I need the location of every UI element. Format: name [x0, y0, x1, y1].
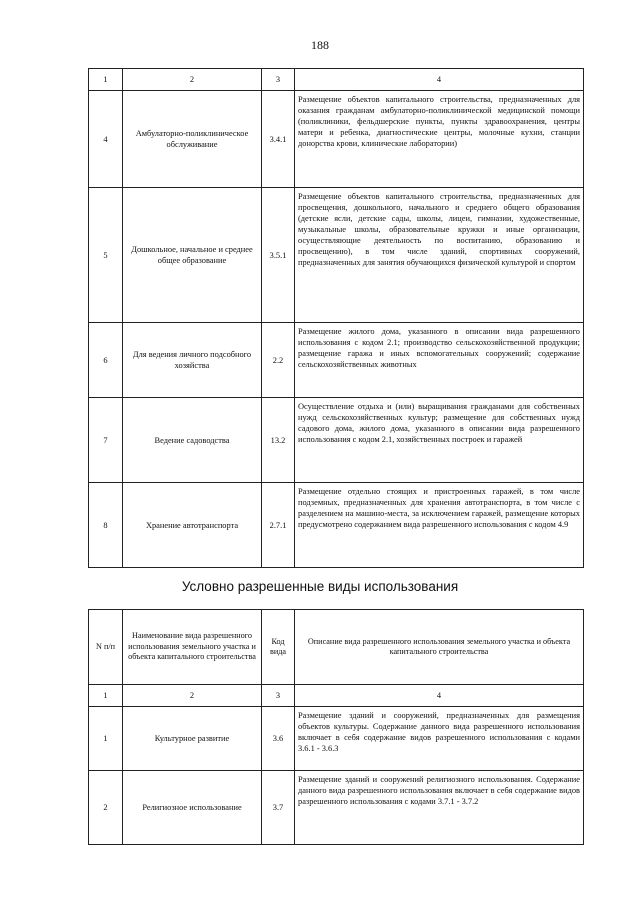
- conditional-uses-table: [88, 609, 584, 845]
- use-name: Амбулаторно-поликлиническое обслуживание: [123, 91, 262, 188]
- column-header: Код вида: [262, 610, 295, 685]
- use-code: 3.5.1: [262, 188, 295, 323]
- use-name: Для ведения личного подсобного хозяйства: [123, 323, 262, 398]
- table-row: [89, 188, 584, 323]
- page-number: 188: [311, 38, 329, 52]
- numbering-cell: 2: [123, 685, 262, 707]
- column-header: Наименование вида разрешенного использования земельного участка и объекта капитального строительства: [123, 610, 262, 685]
- use-code: 2.2: [262, 323, 295, 398]
- row-number: 4: [89, 91, 123, 188]
- permitted-uses-table: [88, 68, 584, 568]
- use-name: Культурное развитие: [123, 707, 262, 771]
- use-code: 3.6: [262, 707, 295, 771]
- table-row: [89, 91, 584, 188]
- table-row: [89, 483, 584, 568]
- use-code: 13.2: [262, 398, 295, 483]
- table-row: [89, 707, 584, 771]
- use-description: Размещение объектов капитального строительства, предназначенных для оказания гражданам амбулаторно-поликлинической медицинской помощи (поликлиники, фельдшерские пункты, пункты здравоохранения, центры матери и ребенка, диагностические центры, молочные кухни, станции донорства крови, клинические лаборатории): [295, 91, 584, 188]
- row-number: 5: [89, 188, 123, 323]
- header-cell: 1: [89, 69, 123, 91]
- use-description: Размещение объектов капитального строительства, предназначенных для просвещения, дошкольного, начального и среднего общего образования (детские ясли, детские сады, школы, лицеи, гимназии, художественные, музыкальные школы, образовательные кружки и иные организации, осуществляющие деятельность по воспитанию, образованию и просвещению), в том числе зданий, спортивных сооружений, предназначенных для занятия обучающихся физической культурой и спортом: [295, 188, 584, 323]
- numbering-cell: 4: [295, 685, 584, 707]
- header-cell: 3: [262, 69, 295, 91]
- table-row: [89, 771, 584, 845]
- table-numbering-row: [89, 685, 584, 707]
- use-description: Осуществление отдыха и (или) выращивания гражданами для собственных нужд сельскохозяйственных культур; размещение для собственных нужд садового дома, жилого дома, указанного в описании вида разрешенного использования с кодом 2.1, хозяйственных построек и гаражей: [295, 398, 584, 483]
- use-code: 3.7: [262, 771, 295, 845]
- column-header: N п/п: [89, 610, 123, 685]
- table-header-row: [89, 69, 584, 91]
- table-row: [89, 398, 584, 483]
- use-name: Ведение садоводства: [123, 398, 262, 483]
- use-name: Хранение автотранспорта: [123, 483, 262, 568]
- table-header-row: [89, 610, 584, 685]
- use-description: Размещение жилого дома, указанного в описании вида разрешенного использования с кодом 2.1; производство сельскохозяйственной продукции; размещение гаража и иных вспомогательных сооружений; содержание сельскохозяйственных животных: [295, 323, 584, 398]
- numbering-cell: 3: [262, 685, 295, 707]
- use-code: 3.4.1: [262, 91, 295, 188]
- use-name: Дошкольное, начальное и среднее общее образование: [123, 188, 262, 323]
- row-number: 2: [89, 771, 123, 845]
- use-description: Размещение отдельно стоящих и пристроенных гаражей, в том числе подземных, предназначенных для хранения автотранспорта, в том числе с разделением на машино-места, за исключением гаражей, размещение которых предусмотрено содержанием вида разрешенного использования с кодом 4.9: [295, 483, 584, 568]
- section-title: Условно разрешенные виды использования: [181, 579, 459, 594]
- row-number: 1: [89, 707, 123, 771]
- use-description: Размещение зданий и сооружений, предназначенных для размещения объектов культуры. Содержание данного вида разрешенного использования включает в себя содержание видов разрешенного использования с кодами 3.6.1 - 3.6.3: [295, 707, 584, 771]
- numbering-cell: 1: [89, 685, 123, 707]
- header-cell: 2: [123, 69, 262, 91]
- use-description: Размещение зданий и сооружений религиозного использования. Содержание данного вида разрешенного использования включает в себя содержание видов разрешенного использования с кодами 3.7.1 - 3.7.2: [295, 771, 584, 845]
- header-cell: 4: [295, 69, 584, 91]
- row-number: 8: [89, 483, 123, 568]
- row-number: 7: [89, 398, 123, 483]
- use-name: Религиозное использование: [123, 771, 262, 845]
- use-code: 2.7.1: [262, 483, 295, 568]
- row-number: 6: [89, 323, 123, 398]
- table-row: [89, 323, 584, 398]
- column-header: Описание вида разрешенного использования земельного участка и объекта капитального строительства: [295, 610, 584, 685]
